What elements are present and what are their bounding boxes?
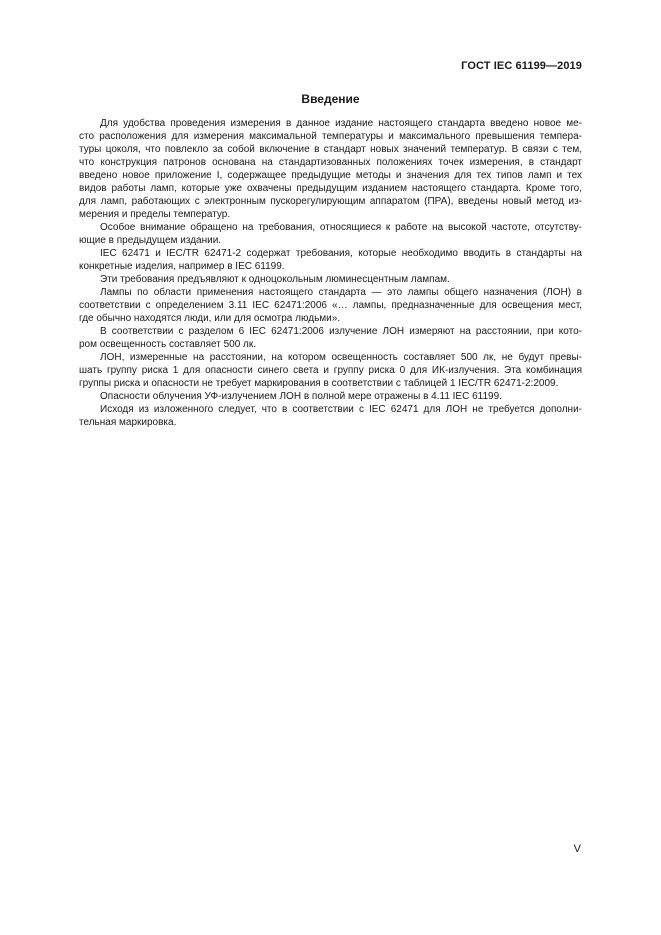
text-line: мерения и пределы температур.: [79, 209, 231, 220]
text-line: Исходя из изложенного следует, что в соответствии с IEC 62471 для ЛОН не требуется дополни-: [100, 404, 582, 415]
text-line: конкретные изделия, например в IEC 61199.: [79, 261, 285, 272]
text-line: Лампы по области применения настоящего стандарта — это лампы общего назначения (ЛОН) в: [100, 287, 582, 298]
text-line: Эти требования предъявляют к одноцокольным люминесцентным лампам.: [100, 274, 450, 285]
paragraph: [79, 286, 582, 325]
text-line: Опасности облучения УФ-излучением ЛОН в полной мере отражены в 4.11 IEC 61199.: [100, 391, 502, 402]
body-text: [79, 117, 582, 429]
text-line: Для удобства проведения измерения в данное издание настоящего стандарта введено новое ме-: [100, 118, 582, 129]
text-line: введено новое приложение I, содержащее предыдущие методы и значения для тех типов ламп и тех: [79, 170, 582, 181]
paragraph: [79, 247, 582, 273]
text-line: где обычно находятся люди, или для осмотра людьми».: [79, 313, 341, 324]
text-line: тельная маркировка.: [79, 417, 177, 428]
paragraph: [79, 390, 582, 403]
paragraph: [79, 117, 582, 221]
text-line: туры цоколя, что повлекло за собой включение в стандарт новых значений температур. В связи с тем,: [79, 144, 582, 155]
text-line: ром освещенность составляет 500 лк.: [79, 339, 257, 350]
paragraph: [79, 403, 582, 429]
page-number: V: [573, 843, 581, 855]
text-line: IEC 62471 и IEC/TR 62471-2 содержат требования, которые необходимо вводить в стандарты на: [100, 248, 582, 259]
text-line: видов работы ламп, которые уже охвачены предыдущим изданием настоящего стандарта. Кроме того,: [79, 183, 582, 194]
section-title: Введение: [301, 92, 360, 106]
text-line: что конструкция патронов основана на стандартизованных положениях точек измерения, в стандарт: [79, 157, 582, 168]
text-line: сто расположения для измерения максимальной температуры и максимального превышения темпера-: [79, 131, 582, 142]
paragraph: [79, 273, 582, 286]
text-line: В соответствии с разделом 6 IEC 62471:2006 излучение ЛОН измеряют на расстоянии, при кото-: [100, 326, 582, 337]
text-line: шать группу риска 1 для опасности синего света и группу риска 0 для ИК-излучения. Эта комбинация: [79, 365, 582, 376]
text-line: Особое внимание обращено на требования, относящиеся к работе на высокой частоте, отсутству-: [100, 222, 582, 233]
text-line: ЛОН, измеренные на расстоянии, на котором освещенность составляет 500 лк, не будут превы-: [100, 352, 582, 363]
paragraph: [79, 351, 582, 390]
paragraph: [79, 221, 582, 247]
text-line: ющие в предыдущем издании.: [79, 235, 222, 246]
text-line: соответствии с определением 3.11 IEC 62471:2006 «… лампы, предназначенные для освещения мест,: [79, 300, 582, 311]
text-line: для ламп, работающих с электронным пускорегулирующим аппаратом (ПРА), введены новый метод из-: [79, 196, 582, 207]
text-line: группы риска и опасности не требует маркирования в соответствии с таблицей 1 IEC/TR 62471-2:2009.: [79, 378, 559, 389]
paragraph: [79, 325, 582, 351]
document-code: ГОСТ IEC 61199—2019: [461, 60, 582, 72]
